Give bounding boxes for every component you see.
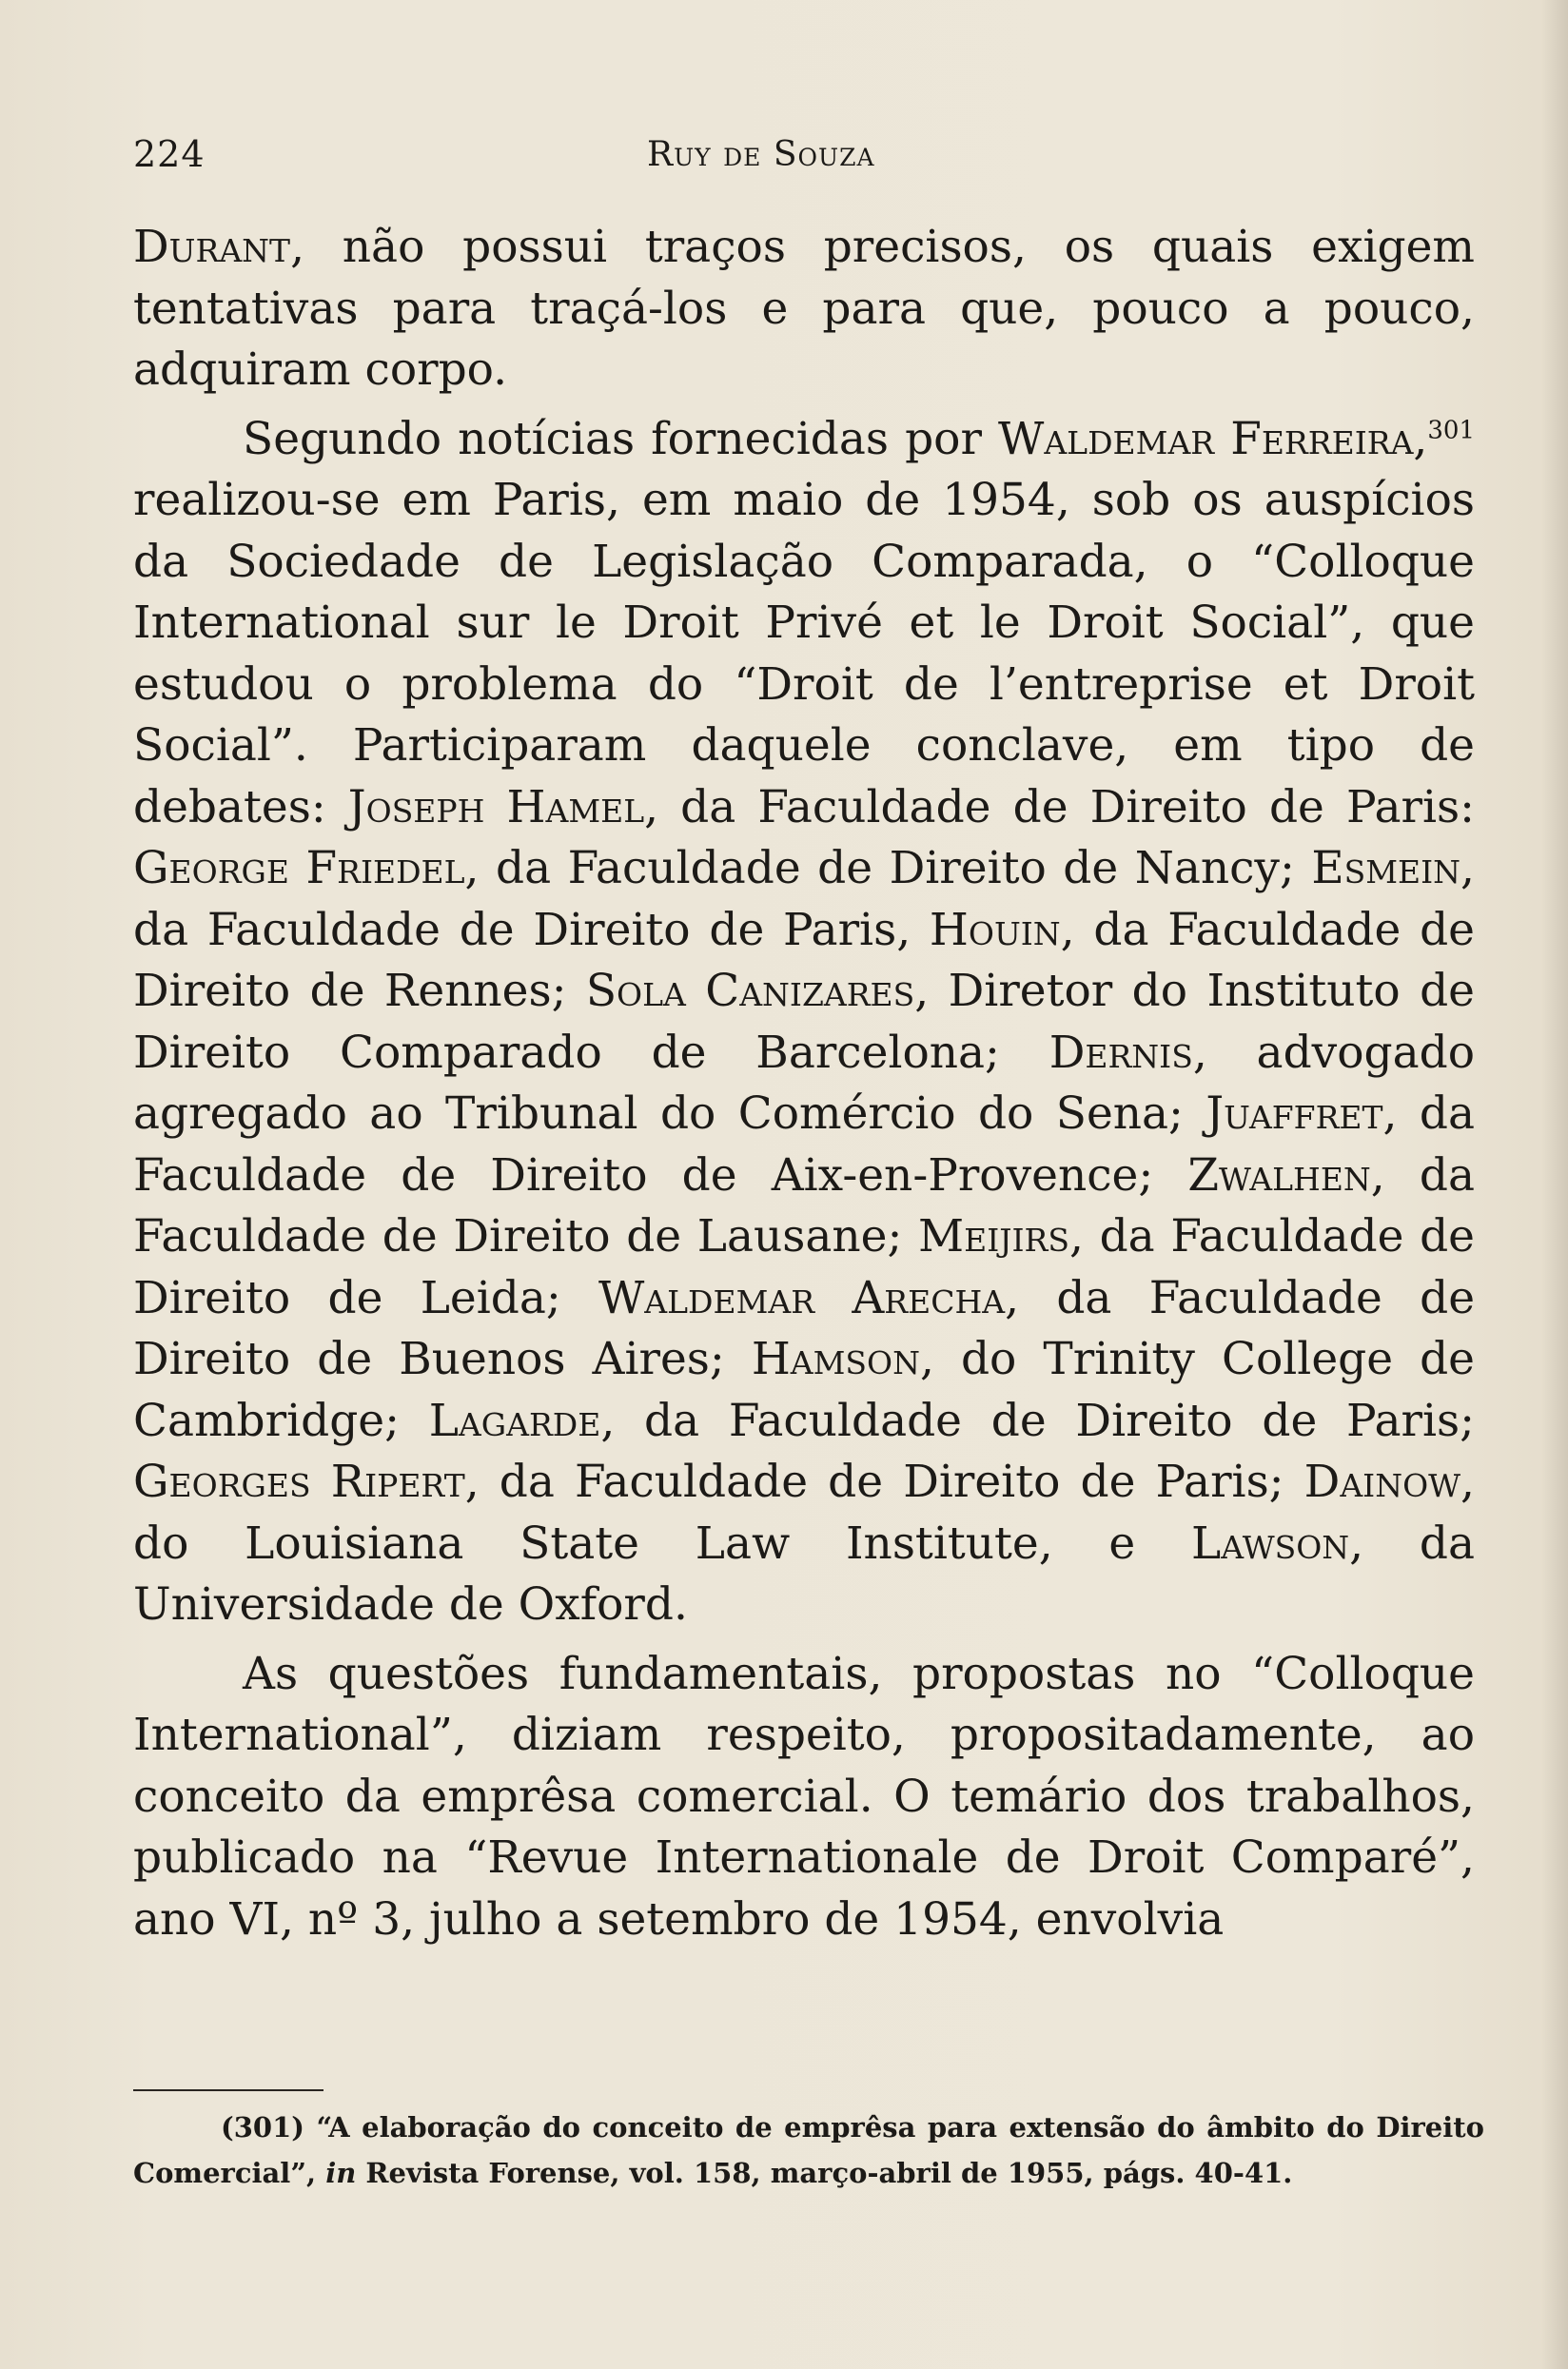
text-run: Segundo notícias fornecidas por — [243, 412, 999, 465]
author-name: Lawson — [1191, 1517, 1350, 1570]
author-name: George Friedel — [133, 842, 465, 894]
paragraph — [133, 1644, 1475, 1951]
footnote-rule — [133, 2089, 323, 2091]
author-name: Houin — [929, 903, 1061, 956]
text-run: , da Faculdade de Direito de Paris, — [133, 842, 1475, 956]
author-name: Esmein — [1311, 842, 1461, 894]
author-name: Meijirs — [918, 1210, 1069, 1263]
page-spine-shadow — [1541, 0, 1568, 2369]
footnote-ref: 301 — [1427, 415, 1475, 444]
paragraph — [133, 217, 1475, 401]
text-run: , do Louisiana State Law Institute, e — [133, 1456, 1475, 1570]
author-name: Waldemar Ferreira — [998, 412, 1414, 465]
paragraph — [133, 409, 1475, 1636]
footnotes — [133, 2105, 1484, 2196]
page-number: 224 — [133, 133, 206, 175]
author-name: Hamson — [751, 1333, 920, 1385]
text-run: , da Faculdade de Direito de Buenos Aires; — [133, 1271, 1476, 1385]
running-head: Ruy de Souza — [647, 135, 875, 174]
text-run: , da Faculdade de Direito de Leida; — [133, 1210, 1475, 1324]
author-name: Lagarde — [428, 1394, 601, 1447]
text-run: , do Trinity College de Cambridge; — [133, 1333, 1475, 1447]
text-run: , não possui traços precisos, os quais exigem tentativas para traçá-los e para que, pouco a pouco, adquiram corpo. — [133, 221, 1475, 396]
author-name: Dainow — [1303, 1456, 1461, 1508]
text-run: Revista Forense, vol. 158, março-abril de 1955, págs. 40-41. — [356, 2157, 1293, 2189]
author-name: Georges Ripert — [133, 1456, 465, 1508]
text-run: , da Universidade de Oxford. — [133, 1517, 1475, 1631]
author-name: Waldemar Arecha — [598, 1271, 1006, 1324]
text-run: , da Faculdade de Direito de Paris: — [644, 780, 1475, 833]
text-run: , da Faculdade de Direito de Paris; — [464, 1456, 1304, 1508]
author-name: Durant — [133, 221, 291, 273]
text-run: , — [1413, 412, 1428, 465]
text-run: , da Faculdade de Direito de Aix-en-Provence; — [133, 1087, 1475, 1202]
text-run: , da Faculdade de Direito de Rennes; — [133, 903, 1475, 1017]
text-run: , Diretor do Instituto de Direito Comparado de Barcelona; — [133, 965, 1475, 1079]
author-name: Dernis — [1049, 1026, 1193, 1079]
text-run: , advogado agregado ao Tribunal do Comércio do Sena; — [133, 1026, 1476, 1140]
body-text — [133, 217, 1475, 1950]
author-name: Juaffret — [1205, 1087, 1383, 1140]
footnote-301 — [133, 2105, 1484, 2196]
page-header — [133, 133, 1465, 190]
text-run: , da Faculdade de Direito de Nancy; — [464, 842, 1312, 894]
text-run: realizou-se em Paris, em maio de 1954, sob os auspícios da Sociedade de Legislação Comparada, o “Colloque International sur le Droit Privé et le Droit Social”, que estudou o problema do “Droit de l’entreprise et Droit Social”. Participaram daquele conclave, em tipo de debates: — [133, 474, 1475, 833]
author-name: Sola Canizares — [585, 965, 915, 1017]
text-run: , da Faculdade de Direito de Lausane; — [133, 1148, 1475, 1263]
author-name: Zwalhen — [1187, 1148, 1371, 1202]
text-run: , da Faculdade de Direito de Paris; — [600, 1394, 1475, 1447]
text-run: (301) “A elaboração do conceito de emprêsa para extensão do âmbito do Direito Comercial”, — [133, 2111, 1484, 2189]
italic-text: in — [325, 2157, 357, 2189]
author-name: Joseph Hamel — [347, 780, 645, 833]
text-run: As questões fundamentais, propostas no “Colloque International”, diziam respeito, propositadamente, ao conceito da emprêsa comercial. O temário dos trabalhos, publicado na “Revue Internationale de Droit Comparé”, ano VI, nº 3, julho a setembro de 1954, envolvia — [133, 1647, 1475, 1946]
